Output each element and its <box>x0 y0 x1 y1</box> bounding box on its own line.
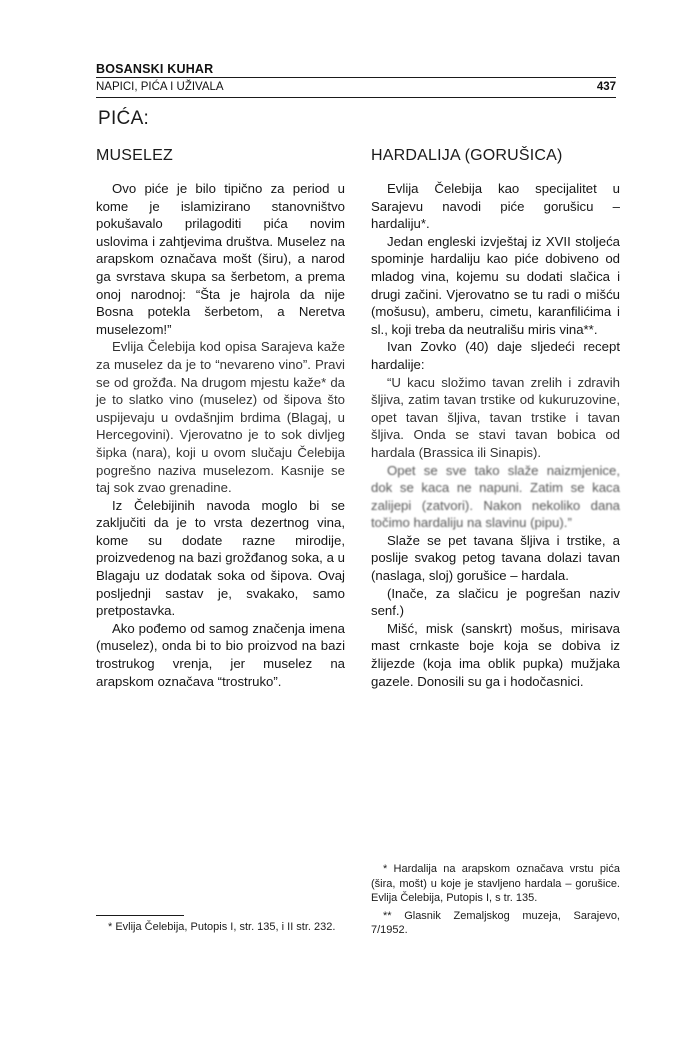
page-number: 437 <box>596 81 616 93</box>
paragraph: “U kacu složimo tavan zrelih i zdravih šljiva, zatim tavan trstike od kukuruzovine, opet tavan šljiva, tavan trstike i tavan šljiva. Onda se stavi tavan bobica od hardala (Brassica ili Sinapis). <box>371 374 620 460</box>
header-subline <box>96 78 616 95</box>
paragraph: (Inače, za slačicu je pogrešan naziv senf.) <box>371 585 620 619</box>
paragraph: Evlija Čelebija kod opisa Sarajeva kaže za muselez da je to “nevareno vino”. Pravi se od grožđa. Na drugom mjestu kaže* da je to slatko vino (muselez) od šipova što uspijevaju u ovdašnjim brdima (Blagaj, u Hercegovini). Vjerovatno je to sok divljeg šipka (nara), koji u ovom slučaju Čelebija pogrešno naziva muselezom. Kasnije se taj sok zvao grenadine. <box>96 339 345 496</box>
paragraph: Ako pođemo od samog značenja imena (muselez), onda bi to bio proizvod na bazi trostrukog vrenja, jer muselez na arapskom označava “trostruko”. <box>96 620 345 689</box>
paragraph: Iz Čelebijinih navoda moglo bi se zaključiti da je to vrsta dezertnog vina, kome su dodate razne mirodije, proizvedenog na bazi grožđanog soka, a u Blagaju uz dodatak soka od šipova. Ovaj posljednji sastav je, svakako, samo pretpostavka. <box>96 497 345 619</box>
column-left <box>96 146 345 690</box>
footnotes-right <box>371 862 620 938</box>
footnote: ** Glasnik Zemaljskog muzeja, Sarajevo, 7/1952. <box>371 909 620 936</box>
footnotes-left <box>96 905 345 935</box>
header-rule-secondary <box>96 97 616 98</box>
column-right <box>371 146 620 690</box>
paragraph: Mišć, misk (sanskrt) mošus, mirisava mast crnkaste boje koja se dobiva iz žlijezde (koja ima oblik pupka) mužjaka gazele. Donosili su ga i hodočasnici. <box>371 620 620 689</box>
running-head: NAPICI, PIĆA I UŽIVALA <box>96 81 224 93</box>
paragraph: Jedan engleski izvještaj iz XVII stoljeća spominje hardaliju kao piće dobiveno od mladog vina, kojemu su dodati slačica i drugi začini. Vjerovatno se tu radi o mišću (mošusu), amberu, cimetu, karanfilićima i sl., koji treba da neutrališu miris vina**. <box>371 233 620 337</box>
body-columns <box>96 146 620 690</box>
book-title: BOSANSKI KUHAR <box>96 62 214 76</box>
section-title: PIĆA: <box>98 108 150 129</box>
footnote: * Hardalija na arapskom označava vrstu pića (šira, mošt) u koje je stavljeno hardala – gorušice. Evlija Čelebija, Putopis I, s tr. 135. <box>371 863 620 904</box>
footnote-separator <box>96 915 184 916</box>
paragraph: Opet se sve tako slaže naizmjenice, dok se kaca ne napuni. Zatim se kaca zalijepi (zatvori). Nakon nekoliko dana točimo hardaliju na slavinu (pipu).” <box>371 462 620 531</box>
footnote: * Evlija Čelebija, Putopis I, str. 135, i II str. 232. <box>108 921 336 933</box>
page-header <box>96 62 616 98</box>
paragraph: Slaže se pet tavana šljiva i trstike, a poslije svakog petog tavana dolazi tavan (naslaga, sloj) gorušice – hardala. <box>371 532 620 584</box>
paragraph: Ivan Zovko (40) daje sljedeći recept hardalije: <box>371 339 620 372</box>
paragraph: Evlija Čelebija kao specijalitet u Sarajevu navodi piće gorušicu – hardaliju*. <box>371 181 620 232</box>
right-column-heading: HARDALIJA (GORUŠICA) <box>371 147 563 164</box>
left-column-heading: MUSELEZ <box>96 147 173 164</box>
paragraph: Ovo piće je bilo tipično za period u kome je islamizirano stanovništvo pokušavalo prilagoditi pića novim uslovima i zahtjevima društva. Muselez na arapskom označava mošt (širu), a narod ga svrstava skupa sa šerbetom, a prema onoj narodnoj: “Šta je hajrola da nije Bosna potekla šerbetom, a Neretva muselezom!” <box>96 181 345 337</box>
